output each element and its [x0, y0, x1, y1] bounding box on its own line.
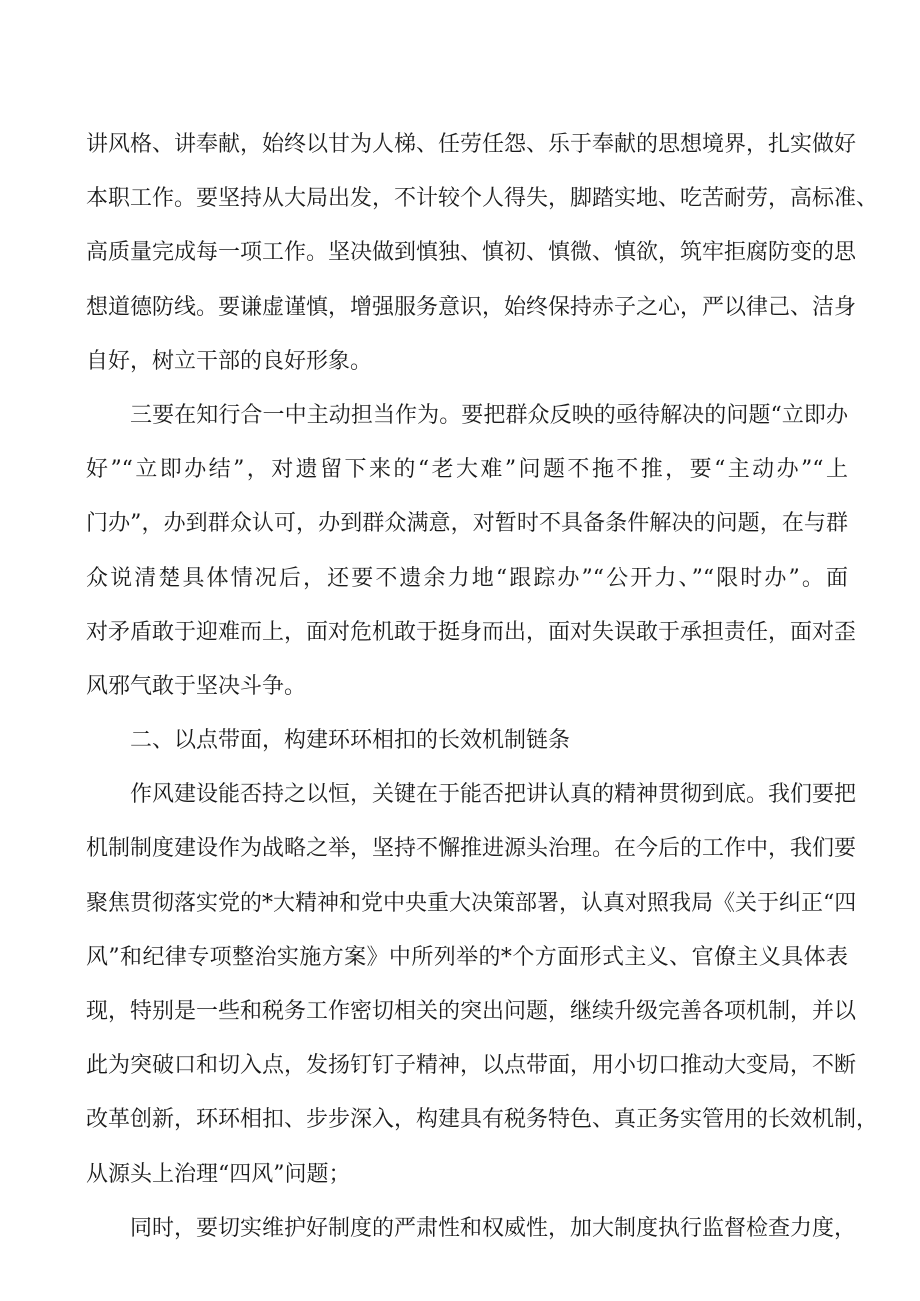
text-line: 门办”，办到群众认可，办到群众满意，对暂时不具备条件解决的问题，在与群	[86, 511, 848, 537]
paragraph	[86, 1202, 857, 1256]
text-line: 对矛盾敢于迎难而上，面对危机敢于挺身而出，面对失误敢于承担责任，面对歪	[86, 619, 857, 645]
text-line: 作风建设能否持之以恒，关键在于能否把讲认真的精神贯彻到底。我们要把	[130, 782, 857, 808]
text-line: 风”和纪律专项整治实施方案》中所列举的*个方面形式主义、官僚主义具体表	[86, 944, 848, 970]
text-line: 三要在知行合一中主动担当作为。要把群众反映的亟待解决的问题“立即办	[130, 402, 848, 428]
text-line: 想道德防线。要谦虚谨慎，增强服务意识，始终保持赤子之心，严以律己、洁身	[86, 294, 857, 320]
text-line: 好”“立即办结”，对遗留下来的“老大难”问题不拖不推，要“主动办”“上	[86, 457, 848, 483]
text-line: 本职工作。要坚持从大局出发，不计较个人得失，脚踏实地、吃苦耐劳，高标准、	[86, 186, 879, 212]
text-line: 现，特别是一些和税务工作密切相关的突出问题，继续升级完善各项机制，并以	[86, 999, 857, 1024]
text-line: 机制制度建设作为战略之举，坚持不懈推进源头治理。在今后的工作中，我们要	[86, 836, 857, 862]
text-line: 自好，树立干部的良好形象。	[86, 348, 373, 374]
heading-line: 二、以点带面，构建环环相扣的长效机制链条	[130, 728, 571, 754]
paragraph	[86, 389, 857, 714]
paragraph	[86, 118, 879, 389]
text-line: 讲风格、讲奉献，始终以甘为人梯、任劳任怨、乐于奉献的思想境界，扎实做好	[86, 132, 857, 157]
text-line: 同时，要切实维护好制度的严肃性和权威性，加大制度执行监督检查力度，	[130, 1215, 857, 1241]
document-page	[86, 118, 879, 1256]
paragraph	[86, 768, 879, 1202]
text-line: 此为突破口和切入点，发扬钉钉子精神，以点带面，用小切口推动大变局，不断	[86, 1053, 857, 1079]
text-line: 风邪气敢于坚决斗争。	[86, 673, 307, 699]
text-line: 聚焦贯彻落实党的*大精神和党中央重大决策部署，认真对照我局《关于纠正“四	[86, 890, 857, 916]
text-line: 从源头上治理“四风”问题；	[86, 1161, 351, 1187]
text-line: 高质量完成每一项工作。坚决做到慎独、慎初、慎微、慎欲，筑牢拒腐防变的思	[86, 240, 857, 266]
text-line: 改革创新，环环相扣、步步深入，构建具有税务特色、真正务实管用的长效机制，	[86, 1107, 879, 1133]
text-line: 众说清楚具体情况后，还要不遗余力地“跟踪办”“公开力、”“限时办”。面	[86, 565, 848, 591]
section-heading	[86, 714, 848, 768]
